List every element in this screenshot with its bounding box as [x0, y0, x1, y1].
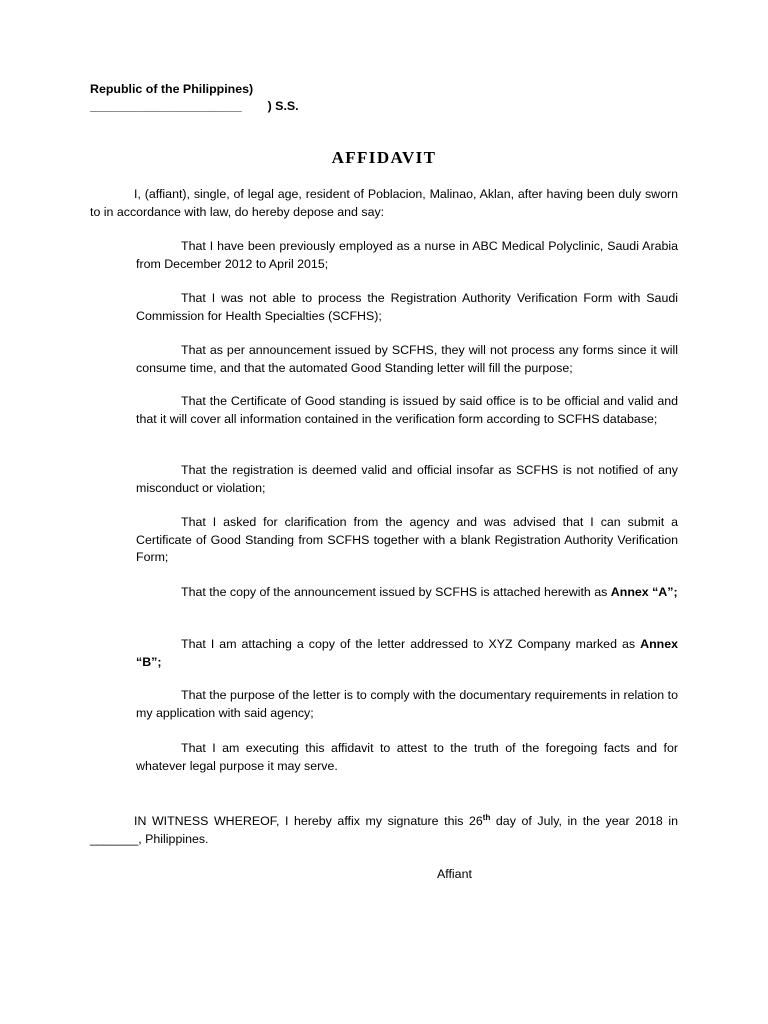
statement-paragraph: That I have been previously employed as a nurse in ABC Medical Polyclinic, Saudi Arabia from December 2012 to April 2015;	[136, 239, 678, 271]
annex-b-text: That I am attaching a copy of the letter addressed to XYZ Company marked as	[181, 637, 636, 651]
witness-place-blank: _______	[90, 831, 139, 846]
attest-paragraph: That I am executing this affidavit to attest to the truth of the foregoing facts and for whatever legal purpose it may serve.	[136, 741, 678, 773]
venue-blank-line: ______________________	[90, 99, 242, 113]
statement-paragraph: That the Certificate of Good standing is issued by said office is to be official and valid and that it will cover all information contained in the verification form according to SCFHS database;	[136, 394, 678, 426]
witness-ordinal: th	[482, 813, 491, 822]
annex-a-label: Annex “A”;	[610, 585, 678, 599]
statement-paragraph: That the registration is deemed valid and official insofar as SCFHS is not notified of any misconduct or violation;	[136, 463, 678, 495]
venue-ss: ) S.S.	[267, 99, 299, 113]
statement-paragraph: That as per announcement issued by SCFHS, they will not process any forms since it will consume time, and that the automated Good Standing letter will fill the purpose;	[136, 343, 678, 375]
venue-line	[90, 98, 299, 115]
intro-paragraph: I, (affiant), single, of legal age, resident of Poblacion, Malinao, Aklan, after having been duly sworn to in accordance with law, do hereby depose and say:	[90, 187, 678, 219]
venue-country: Republic of the Philippines)	[90, 82, 254, 96]
statement-paragraph: That I asked for clarification from the agency and was advised that I can submit a Certificate of Good Standing from SCFHS together with a blank Registration Authority Verification Form;	[136, 515, 678, 564]
witness-before-day: IN WITNESS WHEREOF, I hereby affix my signature this 26	[134, 814, 483, 829]
witness-paragraph	[90, 809, 678, 848]
purpose-paragraph: That the purpose of the letter is to comply with the documentary requirements in relation to my application with said agency;	[136, 688, 678, 720]
annex-b-paragraph	[136, 636, 678, 671]
witness-after-day: day of July, in the year 2018 in	[490, 814, 678, 829]
annex-b-label: Annex “B”;	[136, 637, 679, 669]
annex-a-paragraph	[136, 584, 678, 602]
witness-end: , Philippines.	[138, 831, 209, 846]
affiant-signature-label: Affiant	[437, 867, 472, 881]
annex-a-text: That the copy of the announcement issued by SCFHS is attached herewith as	[181, 585, 608, 599]
statement-paragraph: That I was not able to process the Registration Authority Verification Form with Saudi Commission for Health Specialties (SCFHS);	[136, 291, 678, 323]
venue-block	[90, 81, 299, 115]
document-title: AFFIDAVIT	[331, 148, 437, 167]
